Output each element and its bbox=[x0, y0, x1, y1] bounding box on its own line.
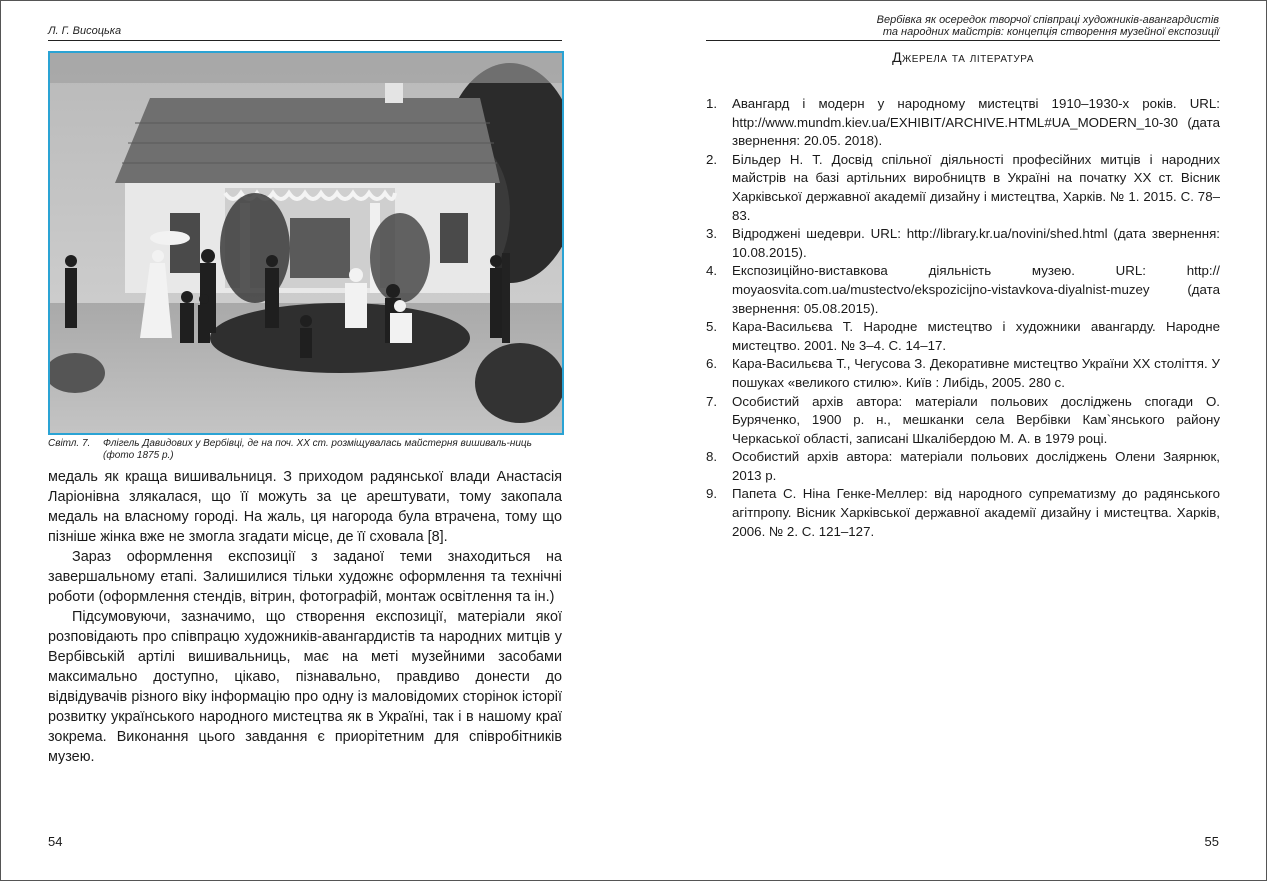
reference-text: Авангард і модерн у народному мистецтві 1910–1930-х років. URL: http://www.mundm.kiev.ua/EXHIBIT/ARCHIVE.HTML#UA_MODERN_10-30 (дата звернення: 20.05. 2018). bbox=[732, 96, 1220, 149]
header-rule bbox=[48, 40, 562, 41]
reference-item bbox=[706, 318, 1220, 355]
paragraph: медаль як краща вишивальниця. З приходом радянської влади Анастасія Ларіонівна злякалася, що її можуть за це арештувати, тому закопала медаль на власному городі. На жаль, ця нагорода була втрачена, тому що пізніше жінка вже не змогла згадати місце, де її сховала [8]. bbox=[48, 469, 562, 545]
body-text bbox=[48, 467, 562, 767]
figure-photo bbox=[48, 51, 564, 435]
running-head-line: Вербівка як осередок творчої співпраці художників-авангардистів bbox=[876, 14, 1219, 26]
reference-text: Відроджені шедеври. URL: http://library.kr.ua/novini/shed.html (дата звернення: 10.08.2015). bbox=[732, 226, 1220, 260]
reference-item bbox=[706, 355, 1220, 392]
reference-item bbox=[706, 95, 1220, 151]
reference-number: 4. bbox=[706, 263, 718, 279]
reference-text: Більдер Н. Т. Досвід спільної діяльності професійних митців і народних майстрів на базі артільних виробництв в Україні на початку ХХ ст. Вісник Харківської державної академії дизайну і мистецтва, Харків. № 1. 2015. С. 78–83. bbox=[732, 151, 1220, 223]
page-number-left: 54 bbox=[48, 834, 63, 849]
section-title: Джерела та література bbox=[892, 49, 1034, 65]
historic-photo-icon bbox=[50, 53, 562, 433]
figure-caption-text: Флігель Давидових у Вербівці, де на поч. ХХ ст. розміщувалась майстерня вишиваль-ниць (фото 1875 р.) bbox=[103, 438, 532, 461]
paragraph: Підсумовуючи, зазначимо, що створення експозиції, матеріали якої розповідають про співпрацю художників-авангардистів та народних митців у Вербівській артілі вишивальниць, має на меті музейними засобами максимально доступно, цікаво, пізнавально, правдиво донести до відвідувачів різного віку інформацію про одну із маловідомих сторінок історії розвитку українського народного мистецтва як в Україні, так і в нашому краї зокрема. Виконання цього завдання є приорітетним для співробітників музею. bbox=[48, 609, 562, 765]
running-head-title bbox=[877, 14, 1219, 38]
page-number-right: 55 bbox=[1204, 834, 1219, 849]
reference-item bbox=[706, 485, 1220, 541]
figure-label: Світл. 7. bbox=[48, 438, 91, 449]
reference-text: Особистий архів автора: матеріали польових досліджень Олени Заярнюк, 2013 р. bbox=[732, 449, 1220, 483]
reference-text: Кара-Васильєва Т. Народне мистецтво і художники авангарду. Народне мистецтво. 2001. № 3–4. С. 14–17. bbox=[732, 319, 1220, 353]
reference-item bbox=[706, 262, 1220, 318]
reference-item bbox=[706, 151, 1220, 225]
reference-item bbox=[706, 448, 1220, 485]
right-page bbox=[634, 1, 1266, 880]
running-head-author: Л. Г. Висоцька bbox=[48, 25, 122, 37]
running-head-line: та народних майстрів: концепція створення музейної експозиції bbox=[882, 26, 1219, 38]
reference-number: 8. bbox=[706, 449, 718, 465]
reference-text: Папета С. Ніна Генке-Меллер: від народного супрематизму до радянського агітпропу. Вісник Харківської державної академії дизайну і мистецтва. Харків, 2006. № 2. С. 121–127. bbox=[732, 486, 1220, 539]
reference-number: 1. bbox=[706, 96, 718, 111]
figure-caption bbox=[48, 438, 560, 462]
reference-item bbox=[706, 225, 1220, 262]
reference-text: Експозиційно-виставкова діяльність музею. URL: http:// moyaosvita.com.ua/mustectvo/ekspozicijno-vistavkova-diyalnist-muzey (дата звернення: 05.08.2015). bbox=[732, 263, 1220, 316]
reference-number: 5. bbox=[706, 319, 718, 335]
reference-item bbox=[706, 393, 1220, 449]
reference-number: 7. bbox=[706, 393, 718, 409]
reference-number: 9. bbox=[706, 486, 718, 502]
reference-number: 6. bbox=[706, 356, 718, 372]
reference-text: Особистий архів автора: матеріали польових досліджень спогади О. Буряченко, 1900 р. н., мешканки села Вербівки Кам`янського району Черкаської області, записані Шкалібердою М. А. в 1979 році. bbox=[732, 393, 1220, 446]
paragraph: Зараз оформлення експозиції з заданої теми знаходиться на завершальному етапі. Залишилися тільки художнє оформлення та технічні роботи (оформлення стендів, вітрин, фотографій, монтаж освітлення та ін.) bbox=[48, 549, 562, 605]
reference-text: Кара-Васильєва Т., Чегусова З. Декоративне мистецтво України ХХ століття. У пошуках «великого стилю». Київ : Либідь, 2005. 280 с. bbox=[732, 356, 1220, 390]
reference-list bbox=[706, 95, 1220, 541]
header-rule bbox=[706, 40, 1220, 41]
reference-number: 2. bbox=[706, 151, 718, 167]
left-page bbox=[1, 1, 634, 880]
reference-number: 3. bbox=[706, 226, 718, 242]
